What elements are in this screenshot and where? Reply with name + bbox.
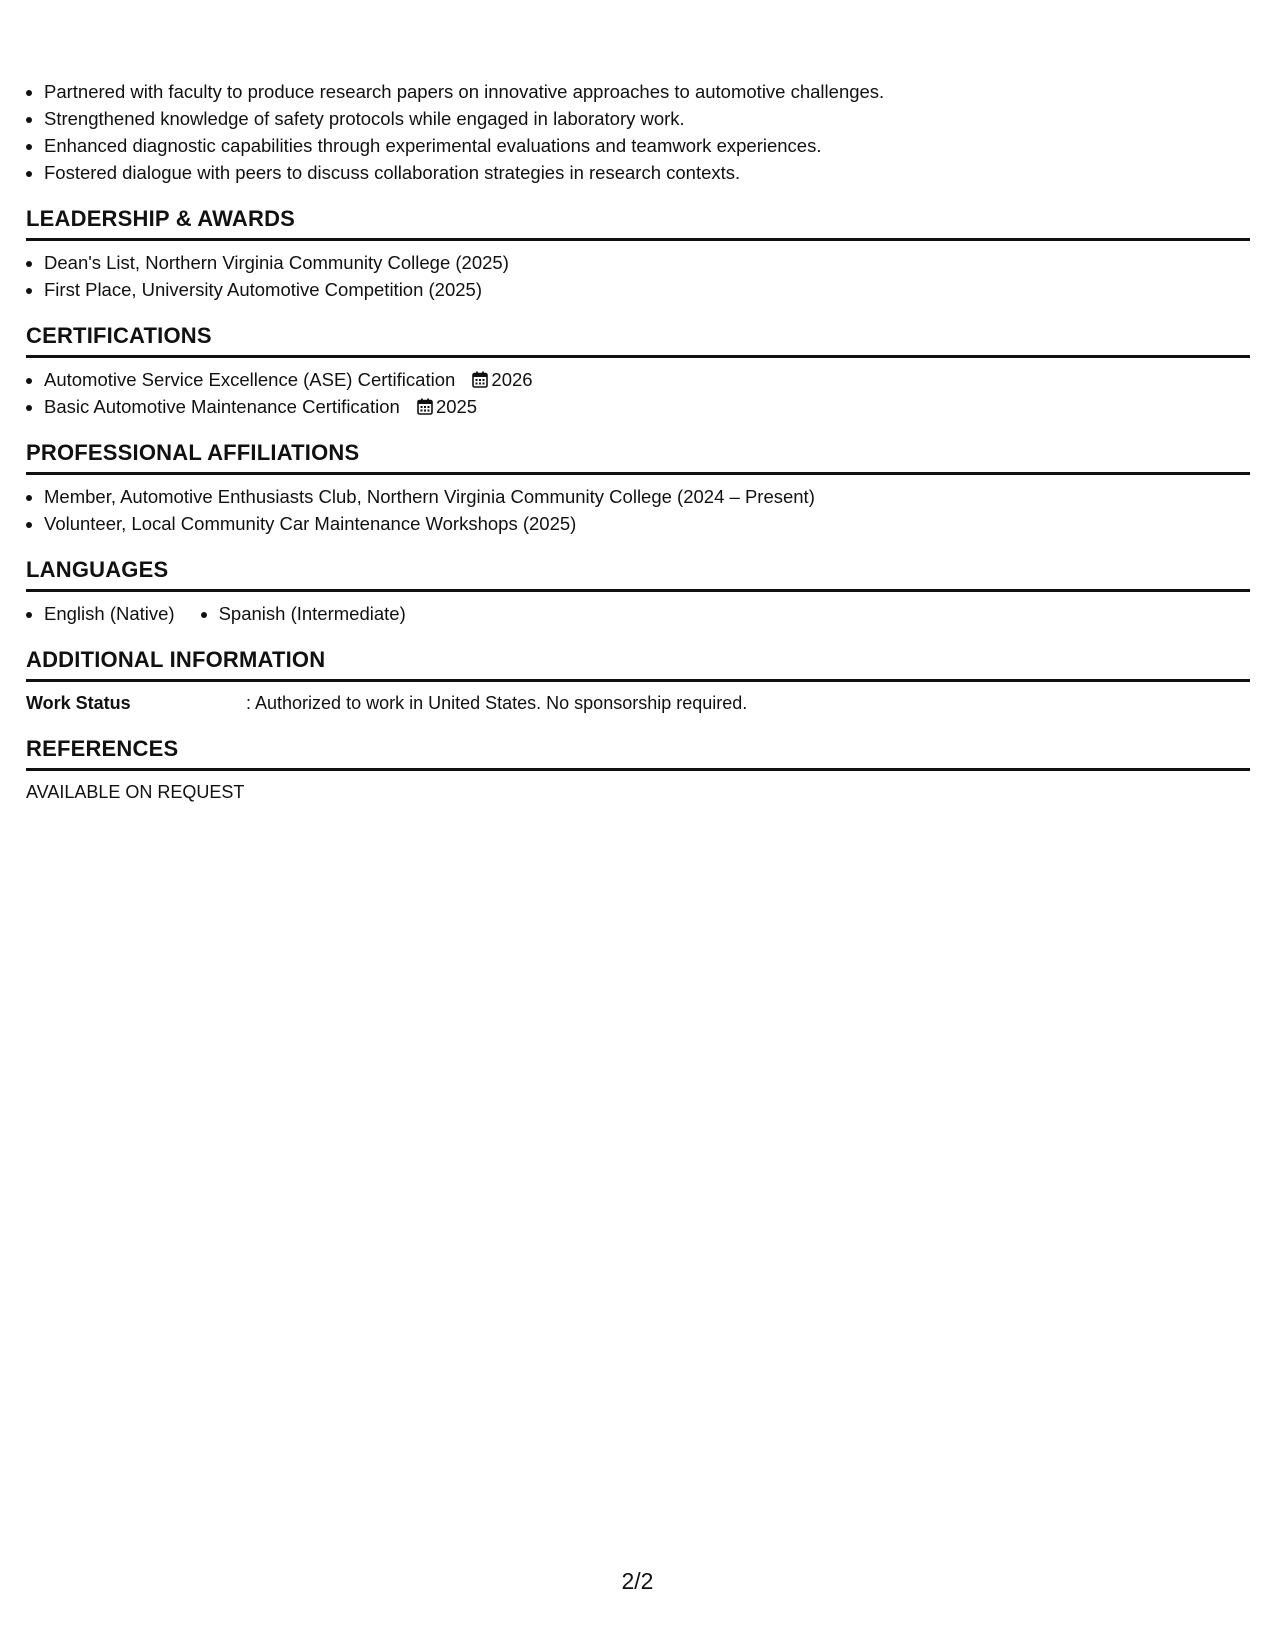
work-status-label: Work Status [26,693,131,713]
certification-date-group [472,369,532,390]
affiliations-list [26,483,1250,537]
certification-date-group [417,396,477,417]
certifications-heading: CERTIFICATIONS [26,321,1250,358]
affiliations-section [26,438,1250,537]
affiliation-item: • Volunteer, Local Community Car Maintenance Workshops (2025) [44,510,1250,537]
certification-item [44,366,1250,393]
calendar-icon [472,371,488,388]
language-item: • English (Native) [44,600,175,627]
leadership-item: • Dean's List, Northern Virginia Community College (2025) [44,249,1250,276]
work-status-row [26,690,1250,716]
certification-date: 2026 [491,369,533,390]
experience-bullet: • Partnered with faculty to produce research papers on innovative approaches to automotive challenges. [44,78,1250,105]
leadership-list [26,249,1250,303]
page-number: 2/2 [621,1568,654,1594]
certification-item [44,393,1250,420]
leadership-item: • First Place, University Automotive Competition (2025) [44,276,1250,303]
languages-section [26,555,1250,627]
experience-bullet: • Enhanced diagnostic capabilities through experimental evaluations and teamwork experiences. [44,132,1250,159]
experience-bullet: • Fostered dialogue with peers to discuss collaboration strategies in research contexts. [44,159,1250,186]
language-item: • Spanish (Intermediate) [219,600,406,627]
calendar-icon [417,398,433,415]
languages-list [26,600,1250,627]
additional-info-section [26,645,1250,716]
experience-bullet: • Strengthened knowledge of safety protocols while engaged in laboratory work. [44,105,1250,132]
references-text: AVAILABLE ON REQUEST [26,782,245,802]
affiliations-heading: PROFESSIONAL AFFILIATIONS [26,438,1250,475]
additional-info-heading: ADDITIONAL INFORMATION [26,645,1250,682]
work-status-value: : Authorized to work in United States. No sponsorship required. [246,693,748,713]
affiliation-item: • Member, Automotive Enthusiasts Club, Northern Virginia Community College (2024 – Present) [44,483,1250,510]
certification-name: Automotive Service Excellence (ASE) Certification [44,369,456,390]
certification-name: Basic Automotive Maintenance Certification [44,396,400,417]
resume-page [26,78,1250,805]
references-heading: REFERENCES [26,734,1250,771]
experience-bullet-list [26,78,1250,186]
certifications-section [26,321,1250,420]
leadership-heading: LEADERSHIP & AWARDS [26,204,1250,241]
leadership-section [26,204,1250,303]
certification-date: 2025 [435,396,478,417]
references-section [26,734,1250,805]
languages-heading: LANGUAGES [26,555,1250,592]
certifications-list [26,366,1250,420]
